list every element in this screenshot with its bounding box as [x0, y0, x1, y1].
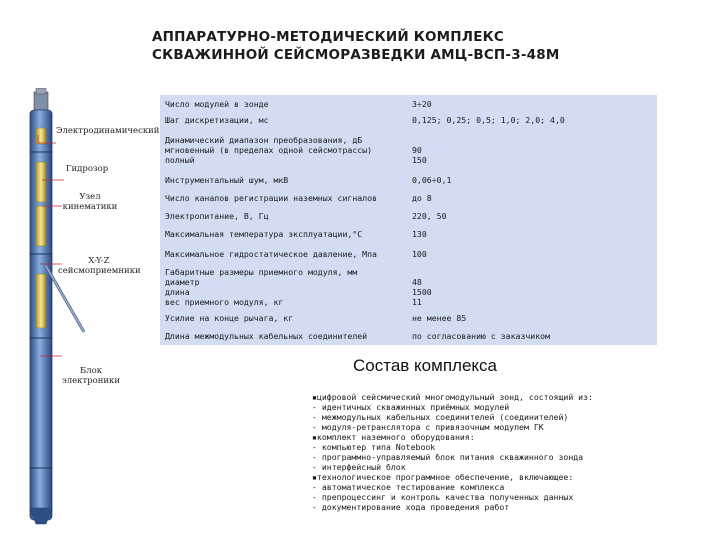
label-xyz-sensors: X-Y-Z сейсмоприемники — [58, 256, 141, 276]
list-item: ▪комплект наземного оборудования: — [312, 432, 475, 442]
spec-value: до 8 — [412, 193, 432, 203]
list-item: ▪технологическое программное обеспечение, включающее: — [312, 472, 574, 482]
title-line-1: АППАРАТУРНО-МЕТОДИЧЕСКИЙ КОМПЛЕКС — [152, 29, 504, 45]
spec-value: 130 — [412, 229, 427, 239]
list-item: ▪цифровой сейсмический многомодульный зонд, состоящий из: — [312, 392, 593, 402]
list-item: - автоматическое тестирование комплекса — [312, 482, 505, 492]
list-item: - компьютер типа Notebook — [312, 442, 436, 452]
spec-key: Динамический диапазон преобразования, дБ мгновенный (в пределах одной сейсмотрассы) полный — [165, 135, 373, 165]
title-line-2: СКВАЖИННОЙ СЕЙСМОРАЗВЕДКИ АМЦ-ВСП-3-48М — [152, 47, 560, 63]
spec-value: 0,125; 0,25; 0,5; 1,0; 2,0; 4,0 — [412, 115, 565, 125]
borehole-tool-image — [0, 88, 160, 528]
label-clamp: Гидрозор — [65, 164, 109, 174]
spec-value: 0,06÷0,1 — [412, 175, 452, 185]
list-item: - межмодульных кабельных соединителей (соединителей) — [312, 412, 569, 422]
spec-value: 48 1500 11 — [412, 277, 432, 307]
spec-key: Габаритные размеры приемного модуля, мм диаметр длина вес приемного модуля, кг — [165, 267, 358, 307]
spec-key: Максимальное гидростатическое давление, Мпа — [165, 249, 377, 259]
spec-value: по согласованию с заказчиком — [412, 331, 551, 341]
spec-value: 90 150 — [412, 145, 427, 165]
spec-key: Электропитание, В, Гц — [165, 211, 269, 221]
list-item: - программно-управляемый блок питания скважинного зонда — [312, 452, 584, 462]
spec-value: 100 — [412, 249, 427, 259]
spec-key: Число каналов регистрации наземных сигналов — [165, 193, 377, 203]
spec-key: Шаг дискретизации, мс — [165, 115, 269, 125]
list-item: - препроцессинг и контроль качества полученных данных — [312, 492, 574, 502]
list-item: - идентичных скважинных приёмных модулей — [312, 402, 510, 412]
label-kinematics: Узел кинематики — [62, 192, 118, 212]
page-title — [152, 28, 672, 64]
list-item: - документирование хода проведения работ — [312, 502, 510, 512]
tool-illustration — [0, 88, 160, 528]
spec-key: Максимальная температура эксплуатации,°С — [165, 229, 363, 239]
specs-table — [160, 95, 657, 345]
spec-key: Длина межмодульных кабельных соединителей — [165, 331, 368, 341]
label-electronics: Блок электроники — [61, 366, 121, 386]
section-title: Состав комплекса — [353, 356, 497, 375]
spec-key: Число модулей в зонде — [165, 99, 269, 109]
spec-value: не менее 85 — [412, 313, 467, 323]
list-item: - интерфейсный блок — [312, 462, 406, 472]
spec-value: 220, 50 — [412, 211, 447, 221]
spec-key: Инструментальный шум, мкВ — [165, 175, 289, 185]
composition-list — [312, 392, 712, 512]
spec-value: 3÷20 — [412, 99, 432, 109]
spec-key: Усилие на конце рычага, кг — [165, 313, 294, 323]
list-item: - модуля-ретранслятора с привязочным модулем ГК — [312, 422, 544, 432]
label-electrodynamic: Электродинамический — [56, 126, 160, 136]
